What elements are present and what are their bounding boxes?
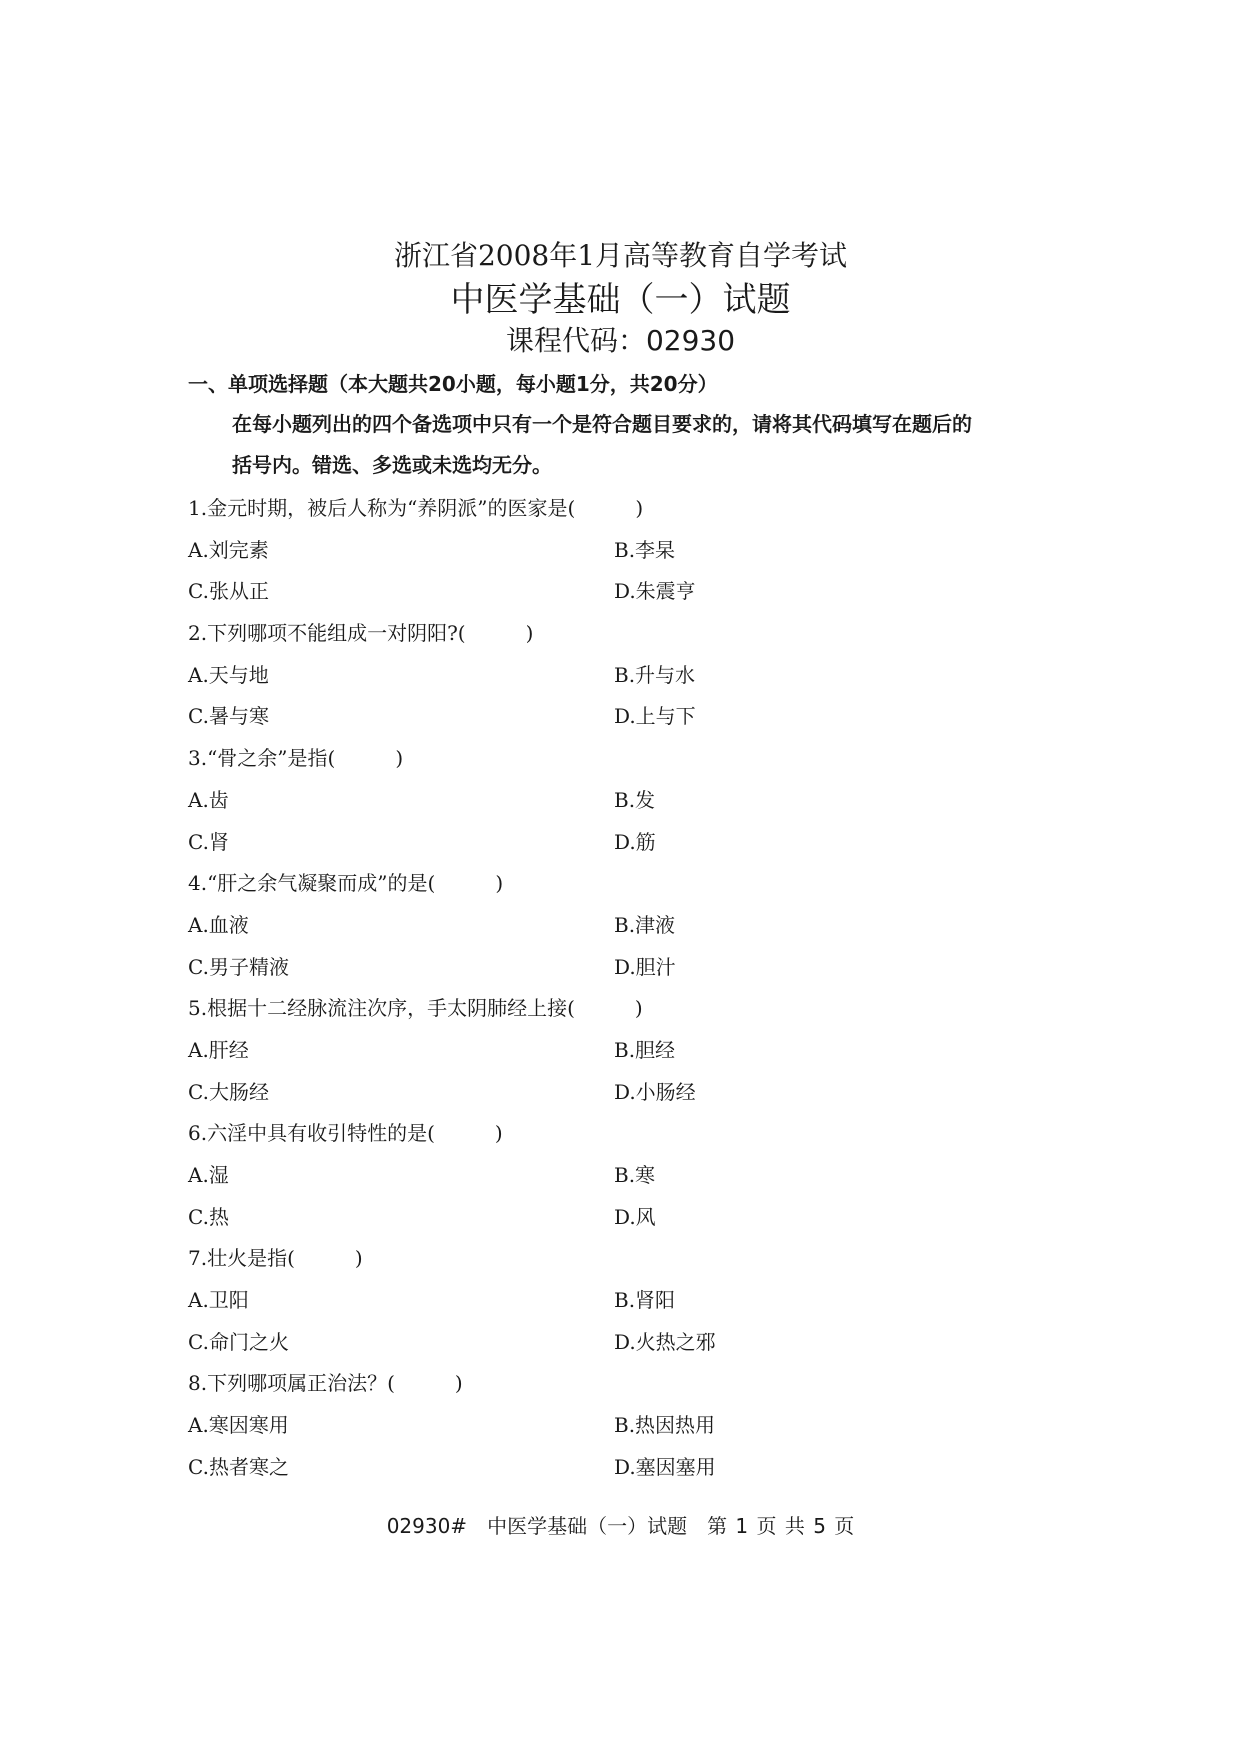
option-c: C.肾 [188, 829, 229, 854]
question-7 [188, 1243, 1088, 1368]
question-stem: 8.下列哪项属正治法？( ) [188, 1371, 463, 1396]
option-b: B.胆经 [614, 1037, 676, 1062]
option-c: C.暑与寒 [188, 704, 269, 729]
question-stem: 5.根据十二经脉流注次序，手太阴肺经上接( ) [188, 996, 643, 1021]
option-d: D.上与下 [614, 704, 696, 729]
option-a: A.齿 [188, 787, 229, 812]
option-a: A.湿 [188, 1163, 229, 1187]
option-b: B.津液 [614, 912, 676, 937]
question-stem: 3.“骨之余”是指( ) [188, 746, 404, 771]
option-c: C.张从正 [188, 579, 269, 604]
section-title: 一、单项选择题（本大题共20小题，每小题1分，共20分） [188, 372, 718, 396]
question-6 [188, 1118, 1088, 1243]
question-3 [188, 743, 1088, 868]
instruction-line-1: 在每小题列出的四个备选项中只有一个是符合题目要求的，请将其代码填写在题后的 [232, 412, 972, 436]
option-c: C.命门之火 [188, 1329, 289, 1354]
option-a: A.肝经 [188, 1037, 249, 1062]
question-8 [188, 1368, 1088, 1493]
exam-header-line1: 浙江省2008年1月高等教育自学考试 [393, 239, 848, 272]
option-a: A.卫阳 [188, 1288, 249, 1313]
course-code: 课程代码：02930 [505, 324, 736, 357]
question-stem: 1.金元时期，被后人称为“养阴派”的医家是( ) [188, 496, 644, 520]
option-a: A.刘完素 [188, 537, 269, 562]
question-1 [188, 493, 1088, 618]
option-c: C.大肠经 [188, 1079, 269, 1104]
option-d: D.风 [614, 1204, 656, 1229]
question-5 [188, 993, 1088, 1118]
option-b: B.寒 [614, 1163, 656, 1187]
option-d: D.筋 [614, 829, 656, 854]
option-d: D.小肠经 [614, 1079, 696, 1104]
option-c: C.热者寒之 [188, 1454, 289, 1479]
option-b: B.发 [614, 787, 656, 812]
option-d: D.胆汁 [614, 954, 676, 979]
option-b: B.升与水 [614, 662, 696, 687]
question-4 [188, 868, 1088, 993]
option-c: C.男子精液 [188, 954, 289, 979]
option-b: B.肾阳 [614, 1288, 676, 1313]
option-c: C.热 [188, 1204, 229, 1229]
option-a: A.寒因寒用 [188, 1413, 289, 1438]
option-a: A.天与地 [188, 662, 269, 687]
option-b: B.李杲 [614, 537, 676, 562]
question-stem: 7.壮火是指( ) [188, 1246, 363, 1271]
option-d: D.塞因塞用 [614, 1454, 716, 1479]
option-b: B.热因热用 [614, 1413, 716, 1438]
option-d: D.火热之邪 [614, 1329, 716, 1354]
instruction-line-2: 括号内。错选、多选或未选均无分。 [232, 453, 552, 477]
question-list [188, 493, 1088, 1494]
question-stem: 4.“肝之余气凝聚而成”的是( ) [188, 871, 504, 896]
exam-title: 中医学基础（一）试题 [450, 280, 791, 320]
question-stem: 2.下列哪项不能组成一对阴阳?( ) [188, 621, 534, 646]
option-a: A.血液 [188, 912, 249, 937]
question-2 [188, 618, 1088, 743]
question-stem: 6.六淫中具有收引特性的是( ) [188, 1121, 503, 1146]
page-footer: 02930# 中医学基础（一）试题 第 1 页 共 5 页 [386, 1514, 855, 1538]
option-d: D.朱震亨 [614, 579, 696, 604]
